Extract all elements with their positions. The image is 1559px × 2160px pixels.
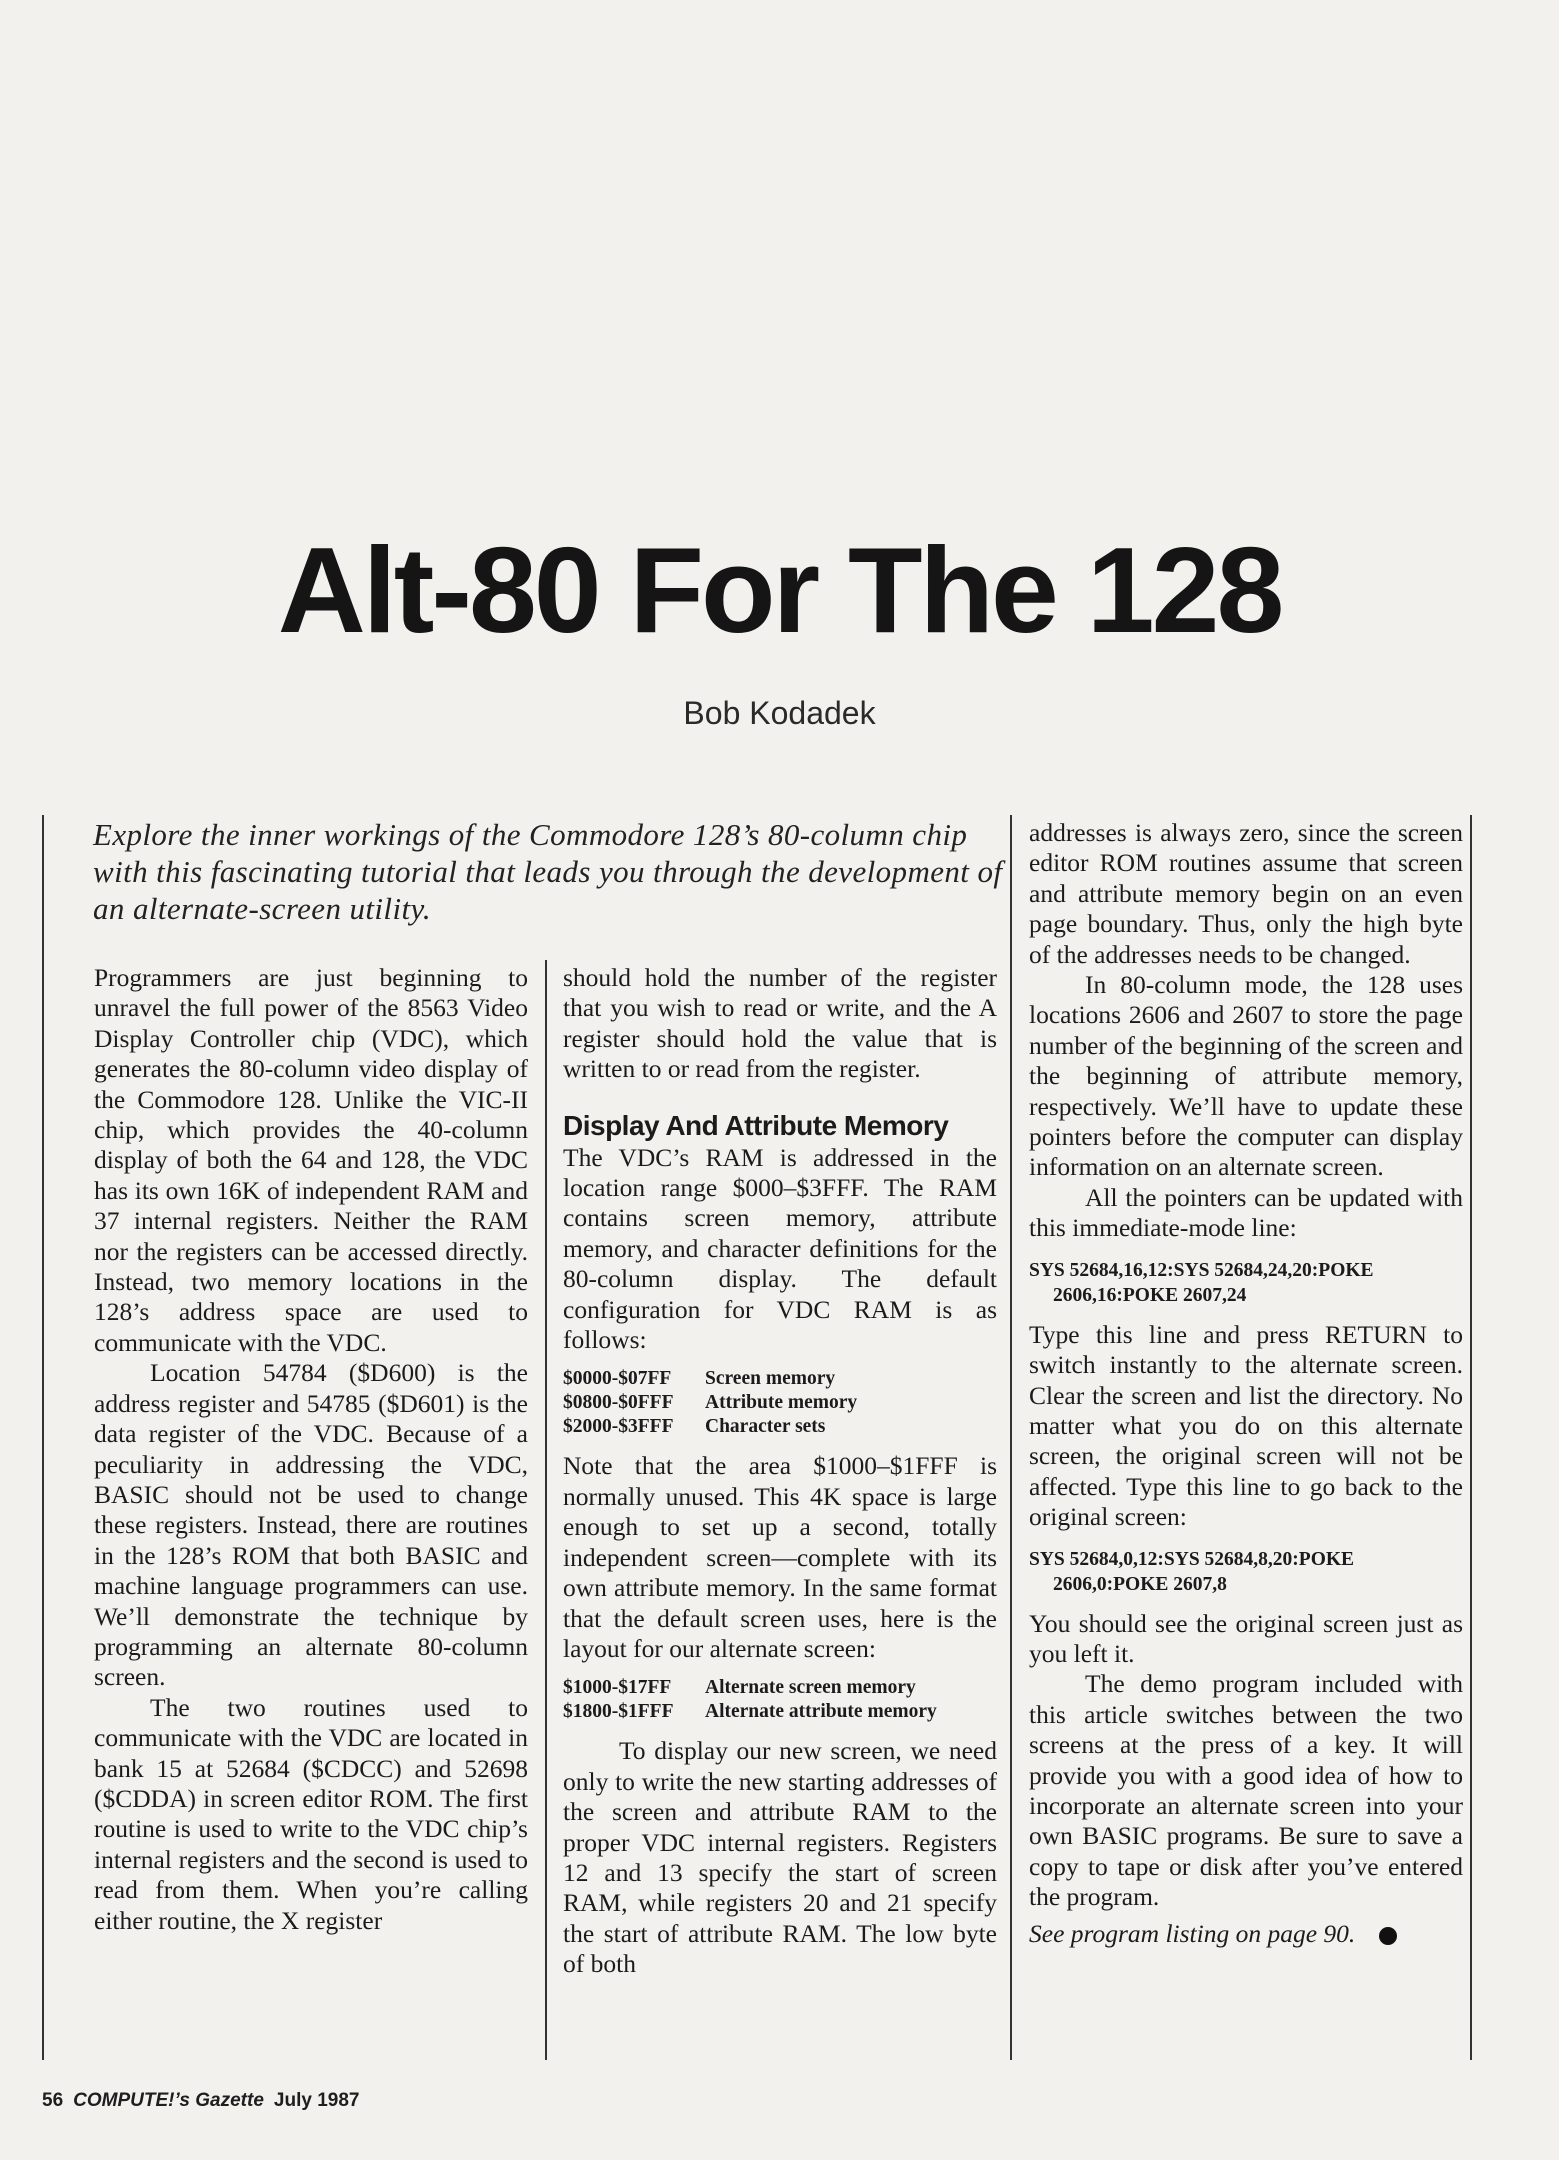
paragraph: In 80-column mode, the 128 uses locations 2606 and 2607 to store the page number of the beginning of the screen and the beginning of attribute memory, respectively. We’ll have to update these pointers before the computer can display information on an alternate screen. <box>1029 970 1463 1182</box>
program-listing-note <box>1029 1919 1463 1949</box>
paragraph: The VDC’s RAM is addressed in the location range $000–$3FFF. The RAM contains screen memory, attribute memory, and character definitions for the 80-column display. The default configuration for VDC RAM is as follows: <box>563 1142 997 1355</box>
column-rule-right <box>1470 815 1472 2060</box>
memory-map-row <box>563 1367 997 1391</box>
paragraph: All the pointers can be updated with this immediate-mode line: <box>1029 1182 1463 1243</box>
paragraph: The two routines used to communicate with the VDC are located in bank 15 at 52684 ($CDCC) and 52698 ($CDDA) in screen editor ROM. The first routine is used to write to the VDC chip’s internal registers and the second is used to read from them. When you’re calling either routine, the X register <box>94 1692 528 1935</box>
code-listing-1 <box>1029 1258 1463 1308</box>
memory-map-row <box>563 1391 997 1415</box>
memory-use: Alternate attribute memory <box>705 1701 937 1723</box>
code-line: 2606,0:POKE 2607,8 <box>1053 1573 1227 1595</box>
column-2 <box>563 963 997 1980</box>
code-listing-2 <box>1029 1547 1463 1597</box>
article-deck: Explore the inner workings of the Commodore 128’s 80-column chip with this fascinating tutorial that leads you through the development of an alternate-screen utility. <box>93 817 1003 926</box>
paragraph: Type this line and press RETURN to switch instantly to the alternate screen. Clear the screen and list the directory. No matter what you do on this alternate screen, the original screen will not be affected. Type this line to go back to the original screen: <box>1029 1319 1463 1532</box>
memory-range: $0800-$0FFF <box>563 1392 674 1414</box>
code-line: 2606,16:POKE 2607,24 <box>1053 1284 1247 1306</box>
end-of-article-icon <box>1379 1927 1397 1945</box>
paragraph: Note that the area $1000–$1FFF is normally unused. This 4K space is large enough to set up a second, totally independent screen—complete with its own attribute memory. In the same format that the default screen uses, here is the layout for our alternate screen: <box>563 1451 997 1663</box>
memory-map-alternate <box>563 1676 997 1724</box>
memory-range: $1000-$17FF <box>563 1677 672 1699</box>
paragraph: Location 54784 ($D600) is the address register and 54785 ($D601) is the data register of the VDC. Because of a peculiarity in addressing the VDC, BASIC should not be used to change these registers. Instead, there are routines in the 128’s ROM that both BASIC and machine language programmers can use. We’ll demonstrate the technique by programming an alternate 80-column screen. <box>94 1358 528 1692</box>
memory-range: $1800-$1FFF <box>563 1701 674 1723</box>
memory-use: Attribute memory <box>705 1392 858 1414</box>
column-rule-1-2 <box>545 960 547 2060</box>
paragraph: The demo program included with this article switches between the two screens at the press of a key. It will provide you with a good idea of how to incorporate an alternate screen into your own BASIC programs. Be sure to save a copy to tape or disk after you’ve entered the program. <box>1029 1669 1463 1912</box>
column-rule-left <box>42 815 44 2060</box>
column-3 <box>1029 818 1463 1949</box>
column-1 <box>94 963 528 1936</box>
page-footer <box>42 2090 359 2112</box>
memory-range: $2000-$3FFF <box>563 1416 674 1438</box>
memory-use: Screen memory <box>705 1368 836 1390</box>
page-number: 56 <box>42 2090 64 2111</box>
code-line: SYS 52684,16,12:SYS 52684,24,20:POKE <box>1029 1259 1374 1281</box>
memory-map-row <box>563 1676 997 1700</box>
code-line: SYS 52684,0,12:SYS 52684,8,20:POKE <box>1029 1548 1355 1570</box>
paragraph: You should see the original screen just as you left it. <box>1029 1608 1463 1668</box>
paragraph: should hold the number of the register that you wish to read or write, and the A register should hold the value that is written to or read from the register. <box>563 963 997 1084</box>
author-byline: Bob Kodadek <box>683 695 876 731</box>
paragraph: addresses is always zero, since the screen editor ROM routines assume that screen and attribute memory begin on an even page boundary. Thus, only the high byte of the addresses needs to be changed. <box>1029 818 1463 969</box>
paragraph: To display our new screen, we need only to write the new starting addresses of the screen and attribute RAM to the proper VDC internal registers. Registers 12 and 13 specify the start of screen RAM, while registers 20 and 21 specify the start of attribute RAM. The low byte of both <box>563 1736 997 1979</box>
memory-map-row <box>563 1700 997 1724</box>
paragraph: Programmers are just beginning to unravel the full power of the 8563 Video Display Controller chip (VDC), which generates the 80-column video display of the Commodore 128. Unlike the VIC-II chip, which provides the 40-column display of both the 64 and 128, the VDC has its own 16K of independent RAM and 37 internal registers. Neither the RAM nor the registers can be accessed directly. Instead, two memory locations in the 128’s address space are used to communicate with the VDC. <box>94 963 528 1357</box>
section-heading: Display And Attribute Memory <box>563 1109 949 1141</box>
publication-name: COMPUTE!’s Gazette <box>73 2090 264 2111</box>
memory-range: $0000-$07FF <box>563 1368 672 1390</box>
issue-date: July 1987 <box>273 2090 360 2111</box>
column-rule-2-3 <box>1010 815 1012 2060</box>
memory-map-default <box>563 1367 997 1439</box>
article-title: Alt-80 For The 128 <box>277 522 1282 658</box>
footnote-text: See program listing on page 90. <box>1029 1918 1356 1948</box>
memory-use: Alternate screen memory <box>705 1677 916 1699</box>
memory-use: Character sets <box>705 1416 826 1438</box>
memory-map-row <box>563 1415 997 1439</box>
